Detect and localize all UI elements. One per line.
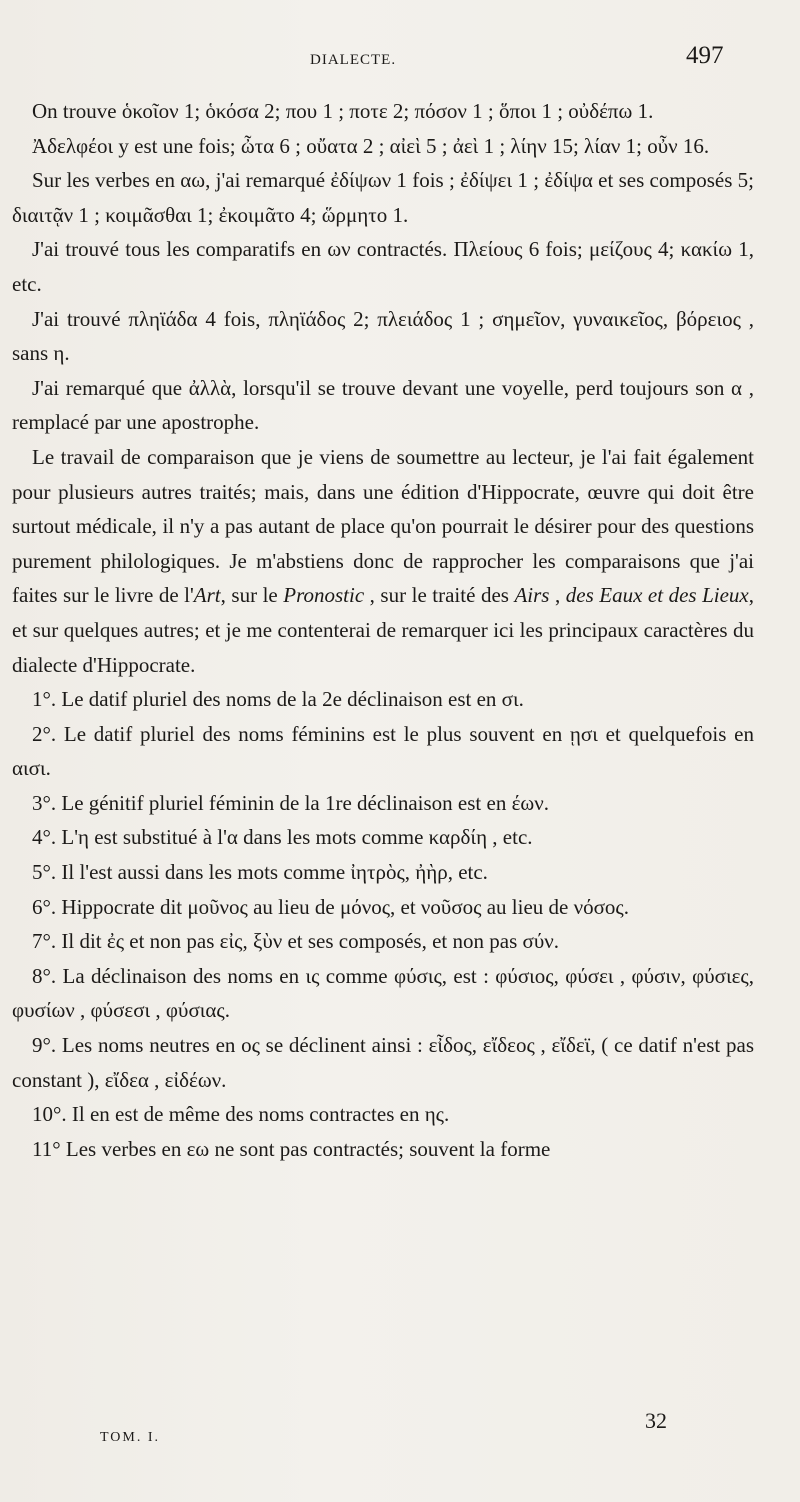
signature-mark-text: TOM. I. [100, 1430, 161, 1445]
connector-text: , sur le traité des [364, 583, 515, 608]
rule-item: 11° Les verbes en εω ne sont pas contractés; souvent la forme [32, 1136, 551, 1161]
rule-item: 3°. Le génitif pluriel féminin de la 1re déclinaison est en έων. [32, 790, 549, 815]
paragraph: J'ai trouvé πληϊάδα 4 fois, πληϊάδος 2; πλειάδος 1 ; σημεῖον, γυναικεῖος, βόρειος , sans η. [12, 306, 754, 366]
connector-text: , [549, 583, 566, 608]
rule-item: 10°. Il en est de même des noms contractes en ης. [32, 1102, 450, 1127]
paragraph-text: Le travail de comparaison que je viens de soumettre au lecteur, je l'ai fait également pour plusieurs autres traités; mais, dans une édition d'Hippocrate, œuvre qui doit être surtout médicale, il n'y a pas autant de place qu'on pourrait le désirer pour des questions purement philologiques. Je m'abstiens donc de rapprocher les comparaisons que j'ai faites sur le livre de l' [12, 444, 754, 608]
rule-item: 2°. Le datif pluriel des noms féminins est le plus souvent en ῃσι et quelquefois en αισι. [12, 721, 754, 781]
rule-item: 7°. Il dit ἐς et non pas εἰς, ξὺν et ses composés, et non pas σύν. [32, 929, 559, 954]
paragraph: Ἀδελφέοι y est une fois; ὦτα 6 ; οὔατα 2 ; αἰεὶ 5 ; ἀεὶ 1 ; λίην 15; λίαν 1; οὖν 16. [32, 133, 710, 158]
rule-item: 8°. La déclinaison des noms en ις comme φύσις, est : φύσιος, φύσει , φύσιν, φύσιες, φυσίων , φύσεσι , φύσιας. [12, 963, 754, 1023]
italic-title-pronostic: Pronostic [283, 583, 365, 608]
rule-item: 1°. Le datif pluriel des noms de la 2e déclinaison est en σι. [32, 687, 524, 712]
paragraph: Sur les verbes en αω, j'ai remarqué ἐδίψων 1 fois ; ἐδίψει 1 ; ἐδίψα et ses composés 5; διαιτᾷν 1 ; κοιμᾶσθαι 1; ἐκοιμᾶτο 4; ὥρμητο 1. [12, 168, 754, 227]
paragraph: J'ai remarqué que ἀλλὰ, lorsqu'il se trouve devant une voyelle, perd toujours son α , remplacé par une apostrophe. [12, 375, 754, 435]
connector-text: , et sur quelques autres; et je me contenterai de remarquer ici les principaux caractères du dialecte d'Hippocrate. [12, 583, 755, 677]
connector-text: , sur le [220, 583, 284, 608]
paragraph: On trouve ὁκοῖον 1; ὁκόσα 2; που 1 ; ποτε 2; πόσον 1 ; ὅποι 1 ; οὐδέπω 1. [32, 99, 654, 123]
italic-title-art: Art [193, 583, 221, 608]
paragraph-comparison [12, 440, 754, 682]
rule-item: 9°. Les noms neutres en ος se déclinent ainsi : εἶδος, εἴδεος , εἴδεϊ, ( ce datif n'est pas constant ), εἴδεα , εἰδέων. [12, 1033, 754, 1092]
signature-number: 32 [645, 1408, 667, 1433]
italic-title-airs: Airs [514, 583, 550, 608]
body-text [12, 94, 754, 1166]
rule-item: 4°. L'η est substitué à l'α dans les mots comme καρδίη , etc. [32, 825, 533, 850]
page-number: 497 [686, 42, 724, 69]
rule-item: 5°. Il l'est aussi dans les mots comme ἰητρὸς, ἠὴρ, etc. [32, 860, 488, 885]
rule-item: 6°. Hippocrate dit μοῦνος au lieu de μόνος, et νοῦσος au lieu de νόσος. [32, 894, 629, 919]
italic-title-eaux-lieux: des Eaux et des Lieux [565, 583, 749, 608]
paragraph: J'ai trouvé tous les comparatifs en ων contractés. Πλείους 6 fois; μείζους 4; κακίω 1, etc. [12, 237, 754, 296]
running-head: DIALECTE. [310, 52, 397, 68]
